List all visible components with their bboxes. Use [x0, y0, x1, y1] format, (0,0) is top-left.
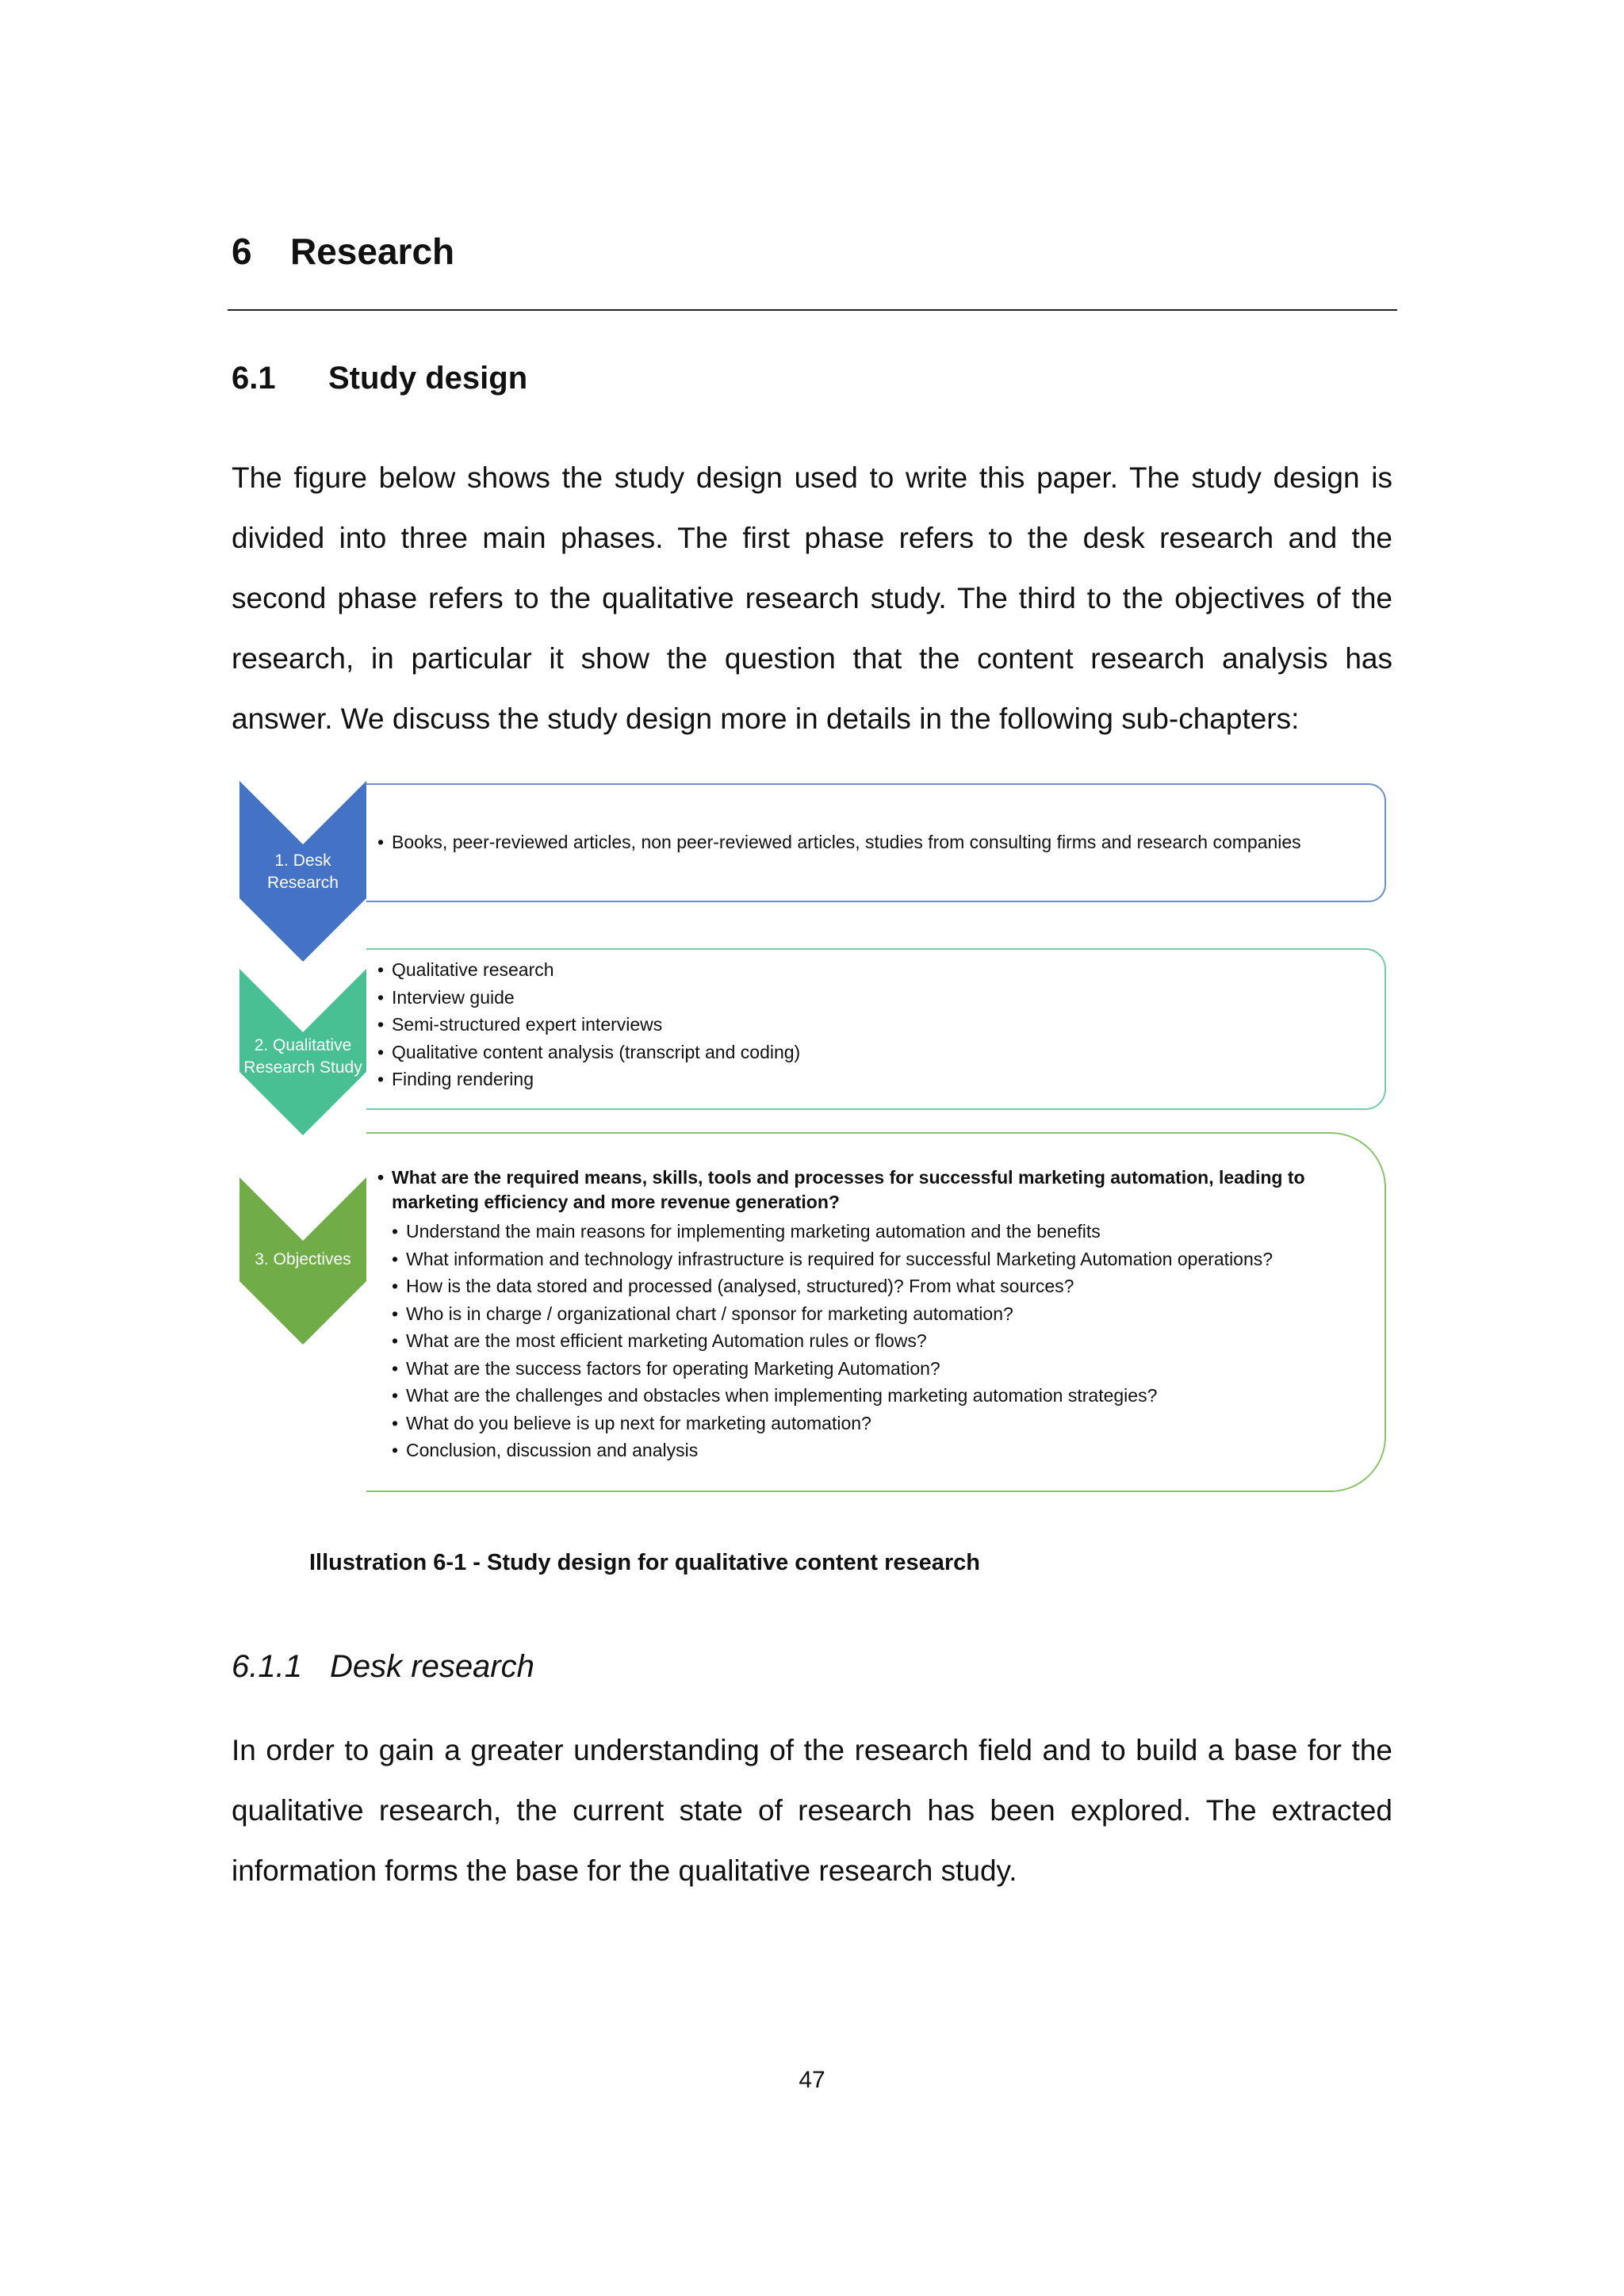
phase1-label-line1: 1. Desk [274, 851, 331, 870]
phase2-item: • Finding rendering [377, 1066, 800, 1093]
heading-rule [228, 309, 1397, 311]
phase1-box [366, 783, 1386, 902]
phase1-label-line2: Research [267, 874, 339, 892]
phase3-box [366, 1132, 1386, 1492]
phase3-label [239, 1249, 366, 1271]
main-research-question: • What are the required means, skills, tools and processes for successful marketing automation, leading to marketing efficiency and more revenue generation? [377, 1165, 1343, 1215]
chapter-title: Research [290, 231, 455, 272]
section-number: 6.1 [232, 361, 276, 396]
section-title: Study design [328, 361, 528, 396]
objective-item: • How is the data stored and processed (analysed, structured)? From what sources? [392, 1272, 1273, 1300]
phase2-box [366, 948, 1386, 1110]
phase2-item: • Semi-structured expert interviews [377, 1011, 800, 1039]
chapter-heading [232, 230, 454, 273]
desk-research-paragraph: In order to gain a greater understanding of the research field and to build a base for the qualitative research, the current state of research has been explored. The extracted information forms the base for the qualitative research study. [232, 1734, 1392, 1887]
phase3-label-text: 3. Objectives [255, 1250, 351, 1269]
intro-paragraph: The figure below shows the study design used to write this paper. The study design is divided into three main phases. The first phase refers to the desk research and the second phase refers to the qualitative research study. The third to the objectives of the research, in particular it show the question that the content research analysis has answer. We discuss the study design more in details in the following sub-chapters: [232, 461, 1392, 735]
objective-item: • What are the success factors for operating Marketing Automation? [392, 1355, 1273, 1383]
page-number: 47 [799, 2067, 825, 2093]
subsection-heading [232, 1649, 534, 1685]
objective-item: • What information and technology infrastructure is required for successful Marketing Automation operations? [392, 1246, 1273, 1273]
phase2-label-line2: Research Study [243, 1058, 362, 1077]
chapter-number: 6 [232, 231, 252, 272]
phase1-item: • Books, peer-reviewed articles, non peer-reviewed articles, studies from consulting firms and research companies [377, 828, 1301, 856]
study-design-diagram [234, 777, 1392, 1494]
phase2-item: • Qualitative research [377, 956, 800, 984]
objective-item: • Conclusion, discussion and analysis [392, 1437, 1273, 1464]
objective-item: • What are the most efficient marketing Automation rules or flows? [392, 1327, 1273, 1355]
objective-item: • What do you believe is up next for marketing automation? [392, 1410, 1273, 1437]
phase2-label-line1: 2. Qualitative [254, 1036, 352, 1054]
objective-item: • What are the challenges and obstacles when implementing marketing automation strategies? [392, 1382, 1273, 1410]
phase2-item: • Interview guide [377, 984, 800, 1012]
objective-item: • Who is in charge / organizational chart / sponsor for marketing automation? [392, 1300, 1273, 1328]
phase2-item: • Qualitative content analysis (transcript and coding) [377, 1039, 800, 1066]
subsection-number: 6.1.1 [232, 1649, 302, 1684]
section-heading [232, 361, 527, 396]
phase2-label [238, 1035, 368, 1079]
subsection-title: Desk research [330, 1649, 534, 1684]
phase1-label [239, 850, 366, 894]
figure-caption: Illustration 6-1 - Study design for qualitative content research [309, 1550, 980, 1575]
objective-item: • Understand the main reasons for implementing marketing automation and the benefits [392, 1218, 1273, 1246]
